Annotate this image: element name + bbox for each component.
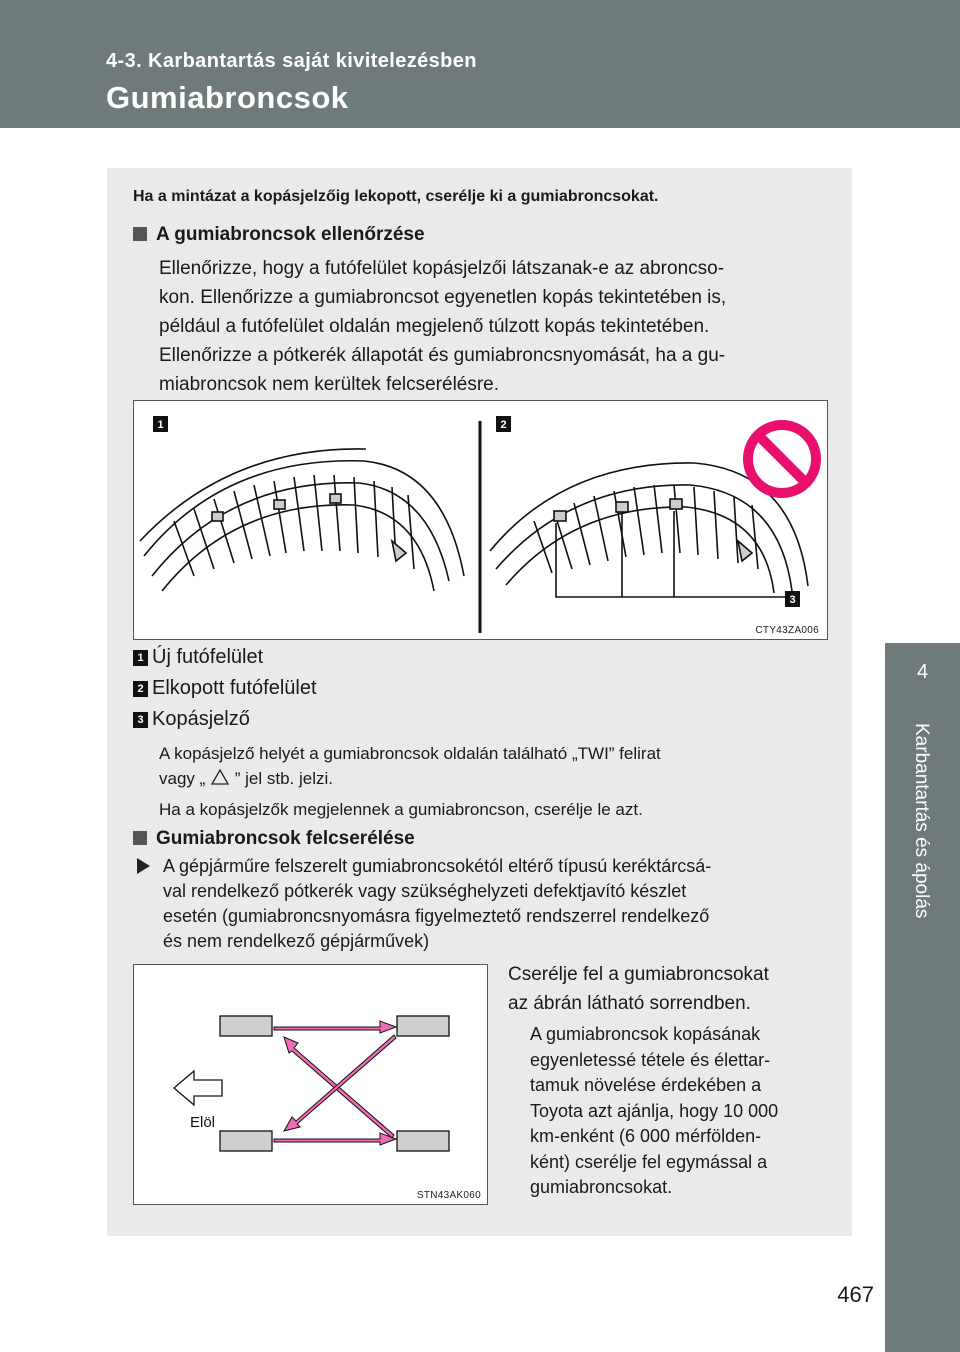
note-line: A kopásjelző helyét a gumiabroncsok oldalán található „TWI” felirat xyxy=(159,744,661,763)
rotation-note-line: ként) cserélje fel egymással a xyxy=(530,1151,768,1172)
legend-label: Új futófelület xyxy=(152,646,264,668)
figure1-code: CTY43ZA006 xyxy=(755,625,819,636)
triangle-mark-icon xyxy=(210,768,230,786)
inspection-line: miabroncsok nem kerültek felcserélésre. xyxy=(159,374,500,395)
inspection-paragraph xyxy=(159,254,826,399)
legend-item-worn-tread xyxy=(133,677,317,700)
note-line xyxy=(159,766,826,791)
square-bullet-icon xyxy=(133,227,147,241)
legend-badge: 3 xyxy=(133,712,148,728)
rotation-note-line: gumiabroncsokat. xyxy=(530,1177,673,1197)
front-label: Elöl xyxy=(190,1114,216,1131)
rotation-note-line: A gumiabroncsok kopásának xyxy=(530,1024,761,1044)
prohibition-icon xyxy=(748,425,816,493)
rotation-bullet-text xyxy=(163,854,826,954)
legend-badge: 2 xyxy=(133,681,148,697)
legend-item-wear-indicator xyxy=(133,708,250,731)
rotation-arrows xyxy=(274,1021,396,1145)
rotation-note-line: tamuk növelése érdekében a xyxy=(530,1075,762,1095)
inspection-heading xyxy=(133,224,425,246)
triangle-bullet-icon xyxy=(137,858,150,874)
chapter-number: 4 xyxy=(916,661,929,683)
wear-indicator-note xyxy=(159,741,826,822)
chapter-title: Karbantartás és ápolás xyxy=(911,723,932,919)
inspection-line: kon. Ellenőrizze a gumiabroncsot egyenetlen kopás tekintetében is, xyxy=(159,287,727,308)
bullet-line: A gépjárműre felszerelt gumiabroncsokétól eltérő típusú keréktárcsá- xyxy=(163,856,712,876)
content-panel xyxy=(107,168,852,1236)
figure2-code: STN43AK060 xyxy=(416,1190,481,1201)
legend-badge: 1 xyxy=(133,650,148,666)
rotation-figure xyxy=(133,964,488,1205)
instruction-line: Cserélje fel a gumiabroncsokat xyxy=(508,964,769,985)
legend-label: Elkopott futófelület xyxy=(152,677,317,699)
rotation-note-line: km-enként (6 000 mérfölden- xyxy=(530,1126,762,1146)
square-bullet-icon xyxy=(133,831,147,845)
tread-wear-illustration xyxy=(134,401,827,639)
inspection-line: Ellenőrizze, hogy a futófelület kopásjelzői látszanak-e az abroncso- xyxy=(159,258,725,279)
page-title: Gumiabroncsok xyxy=(106,80,349,115)
page-header xyxy=(0,0,960,128)
instruction-line: az ábrán látható sorrendben. xyxy=(508,993,751,1014)
inspection-line: például a futófelület oldalán megjelenő túlzott kopás tekintetében. xyxy=(159,316,710,337)
badge-worn-tread-text: 2 xyxy=(500,419,507,431)
note-line2-end: ” jel stb. jelzi. xyxy=(234,769,334,788)
section-label: 4-3. Karbantartás saját kivitelezésben xyxy=(106,50,477,72)
rotation-instruction xyxy=(508,960,826,1018)
rotation-note-line: egyenletessé tétele és élettar- xyxy=(530,1049,771,1070)
badge-new-tread-text: 1 xyxy=(157,419,164,431)
inspection-line: Ellenőrizze a pótkerék állapotát és gumiabroncsnyomását, ha a gu- xyxy=(159,345,726,366)
chapter-title-box xyxy=(910,723,936,1123)
bullet-line: és nem rendelkező gépjárművek) xyxy=(163,931,430,951)
new-tire-icon xyxy=(140,449,464,591)
front-arrow-icon xyxy=(174,1071,222,1105)
inspection-heading-text: A gumiabroncsok ellenőrzése xyxy=(156,224,425,245)
page-number: 467 xyxy=(837,1282,874,1307)
tread-wear-figure xyxy=(133,400,828,640)
rotation-heading-text: Gumiabroncsok felcserélése xyxy=(156,828,415,849)
bullet-line: esetén (gumiabroncsnyomásra figyelmeztető rendszerrel rendelkező xyxy=(163,906,710,926)
rotation-note-line: Toyota azt ajánlja, hogy 10 000 xyxy=(530,1100,779,1121)
bullet-line: val rendelkező pótkerék vagy szükséghelyzeti defektjavító készlet xyxy=(163,881,687,901)
rotation-note xyxy=(530,1022,826,1201)
note-line2-start: vagy „ xyxy=(159,769,206,788)
legend-label: Kopásjelző xyxy=(152,708,250,730)
rotation-diagram xyxy=(134,965,487,1204)
badge-wear-indicator-text: 3 xyxy=(789,594,796,606)
note-line: Ha a kopásjelzők megjelennek a gumiabroncson, cserélje le azt. xyxy=(159,800,643,819)
intro-text: Ha a mintázat a kopásjelzőig lekopott, cserélje ki a gumiabroncsokat. xyxy=(133,188,659,205)
chapter-side-tab xyxy=(885,643,960,1352)
rotation-heading xyxy=(133,828,415,850)
legend-item-new-tread xyxy=(133,646,263,669)
